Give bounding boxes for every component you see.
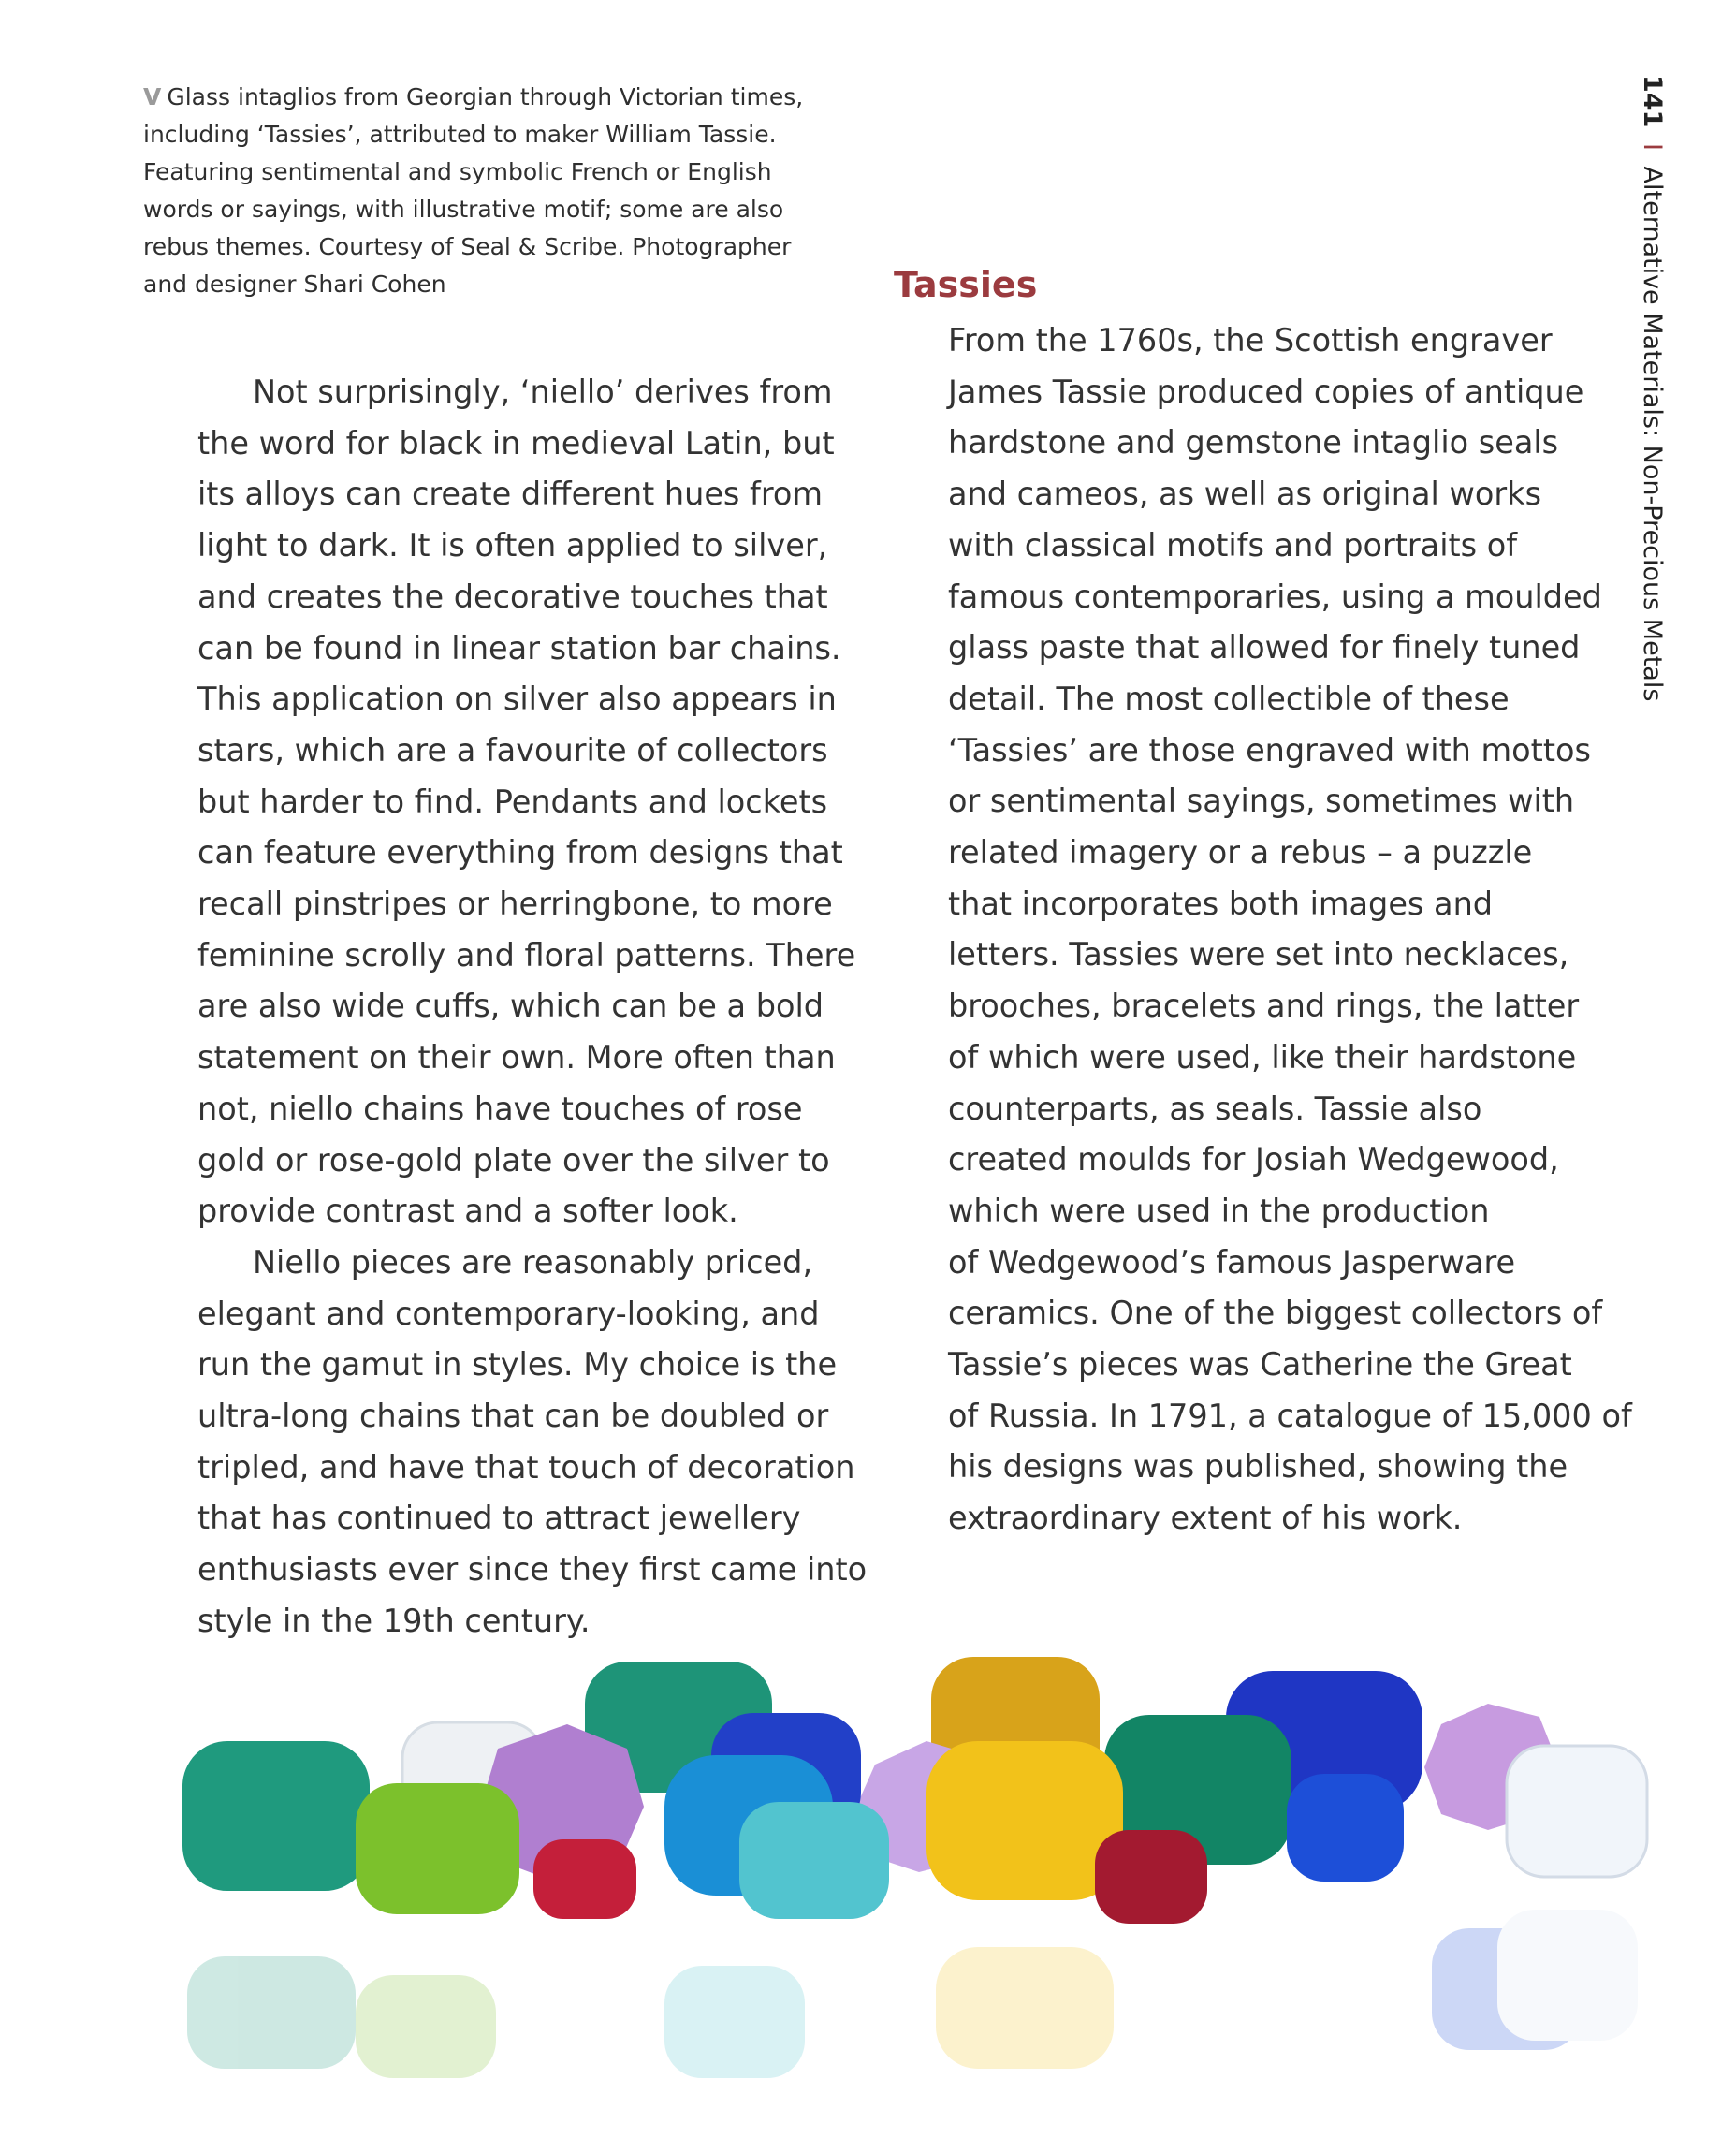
text-line: ultra-long chains that can be doubled or — [197, 1398, 829, 1435]
text-line: ‘Tassies’ are those engraved with mottos — [948, 731, 1591, 769]
text-line: enthusiasts ever since they first came into — [197, 1551, 868, 1589]
text-line: tripled, and have that touch of decoration — [197, 1448, 855, 1486]
text-line: gold or rose-gold plate over the silver to — [197, 1141, 830, 1179]
text-line: with classical motifs and portraits of — [948, 526, 1518, 564]
text-line: style in the 19th century. — [197, 1602, 591, 1639]
paragraph-tassies — [948, 315, 1632, 1545]
left-column — [197, 367, 868, 1647]
text-line: This application on silver also appears in — [197, 681, 837, 718]
text-line: detail. The most collectible of these — [948, 680, 1510, 717]
text-line: that has continued to attract jewellery — [197, 1500, 801, 1537]
intaglio-green-large — [182, 1741, 370, 1891]
text-line: counterparts, as seals. Tassie also — [948, 1090, 1482, 1127]
intaglio-ruby — [533, 1839, 636, 1919]
text-line: of which were used, like their hardstone — [948, 1038, 1577, 1076]
text-line: the word for black in medieval Latin, but — [197, 424, 835, 461]
text-line: Tassie’s pieces was Catherine the Great — [948, 1346, 1572, 1384]
text-line: extraordinary extent of his work. — [948, 1500, 1463, 1537]
photo-caption — [143, 79, 854, 303]
text-line: not, niello chains have touches of rose — [197, 1090, 803, 1127]
page-number: 141 — [1638, 75, 1667, 128]
running-head-separator: I — [1638, 142, 1667, 151]
intaglio-reflections — [187, 1910, 1638, 2078]
intaglio-aqua — [739, 1802, 889, 1919]
text-line: famous contemporaries, using a moulded — [948, 578, 1602, 615]
section-heading-tassies: Tassies — [894, 264, 1038, 305]
text-line: stars, which are a favourite of collectors — [197, 731, 828, 769]
text-line: recall pinstripes or herringbone, to more — [197, 886, 833, 923]
caption-line: Featuring sentimental and symbolic French or English — [143, 158, 772, 185]
text-line: can be found in linear station bar chains. — [197, 629, 841, 666]
text-line: glass paste that allowed for finely tuned — [948, 629, 1581, 666]
intaglio-garnet — [1095, 1830, 1207, 1924]
caption-line: including ‘Tassies’, attributed to maker William Tassie. — [143, 121, 777, 148]
text-line: or sentimental sayings, sometimes with — [948, 783, 1575, 820]
paragraph-niello-2 — [197, 1237, 868, 1647]
text-line: From the 1760s, the Scottish engraver — [948, 322, 1553, 359]
running-head — [1638, 75, 1667, 701]
text-line: run the gamut in styles. My choice is the — [197, 1346, 838, 1384]
text-line: of Russia. In 1791, a catalogue of 15,000 of — [948, 1397, 1632, 1434]
caption-line: rebus themes. Courtesy of Seal & Scribe. Photographer — [143, 233, 792, 260]
text-line: hardstone and gemstone intaglio seals — [948, 424, 1559, 461]
text-line: his designs was published, showing the — [948, 1448, 1568, 1486]
text-line: of Wedgewood’s famous Jasperware — [948, 1243, 1516, 1281]
intaglio-yellow — [926, 1741, 1123, 1900]
text-line: which were used in the production — [948, 1192, 1490, 1229]
text-line: James Tassie produced copies of antique — [948, 373, 1584, 410]
text-line: feminine scrolly and floral patterns. There — [197, 936, 856, 974]
intaglio-cobalt-small — [1287, 1774, 1404, 1882]
text-line: created moulds for Josiah Wedgewood, — [948, 1141, 1559, 1179]
text-line: provide contrast and a softer look. — [197, 1193, 738, 1230]
text-line: its alloys can create different hues from — [197, 476, 823, 513]
text-line: can feature everything from designs that — [197, 834, 843, 871]
intaglio-lime — [356, 1783, 519, 1914]
text-line: that incorporates both images and — [948, 885, 1494, 922]
glass-intaglios-photo — [140, 1647, 1675, 2134]
text-line: letters. Tassies were set into necklaces, — [948, 936, 1569, 974]
text-line: elegant and contemporary-looking, and — [197, 1295, 820, 1332]
text-line: related imagery or a rebus – a puzzle — [948, 834, 1533, 871]
text-line: Niello pieces are reasonably priced, — [253, 1243, 813, 1281]
caption-line: Glass intaglios from Georgian through Victorian times, — [167, 83, 804, 110]
caption-line: words or sayings, with illustrative motif; some are also — [143, 196, 784, 223]
text-line: light to dark. It is often applied to silver, — [197, 527, 828, 564]
intaglio-clear-front — [1507, 1746, 1647, 1877]
caption-line: and designer Shari Cohen — [143, 271, 446, 298]
text-line: Not surprisingly, ‘niello’ derives from — [253, 373, 833, 410]
text-line: and creates the decorative touches that — [197, 578, 828, 615]
text-line: are also wide cuffs, which can be a bold — [197, 988, 824, 1025]
text-line: and cameos, as well as original works — [948, 476, 1542, 513]
paragraph-niello-1 — [197, 367, 856, 1237]
right-column — [948, 315, 1632, 1545]
caption-marker: V — [143, 83, 162, 110]
text-line: brooches, bracelets and rings, the latter — [948, 988, 1580, 1025]
running-head-title: Alternative Materials: Non-Precious Metals — [1638, 166, 1667, 702]
text-line: statement on their own. More often than — [197, 1039, 836, 1076]
text-line: but harder to find. Pendants and lockets — [197, 783, 828, 820]
text-line: ceramics. One of the biggest collectors of — [948, 1295, 1603, 1332]
